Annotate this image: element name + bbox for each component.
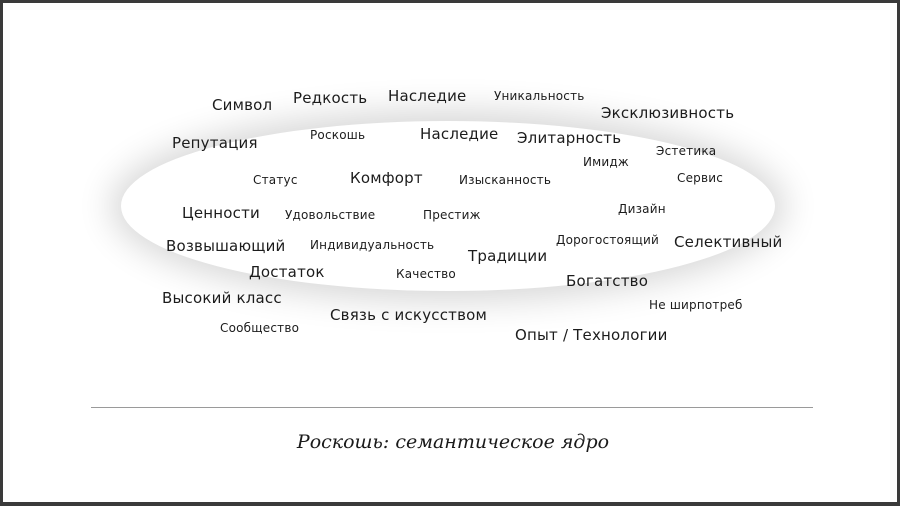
word-cloud-word: Комфорт	[350, 169, 423, 187]
word-cloud-word: Возвышающий	[166, 237, 286, 255]
word-cloud-word: Традиции	[468, 247, 548, 265]
word-cloud	[3, 3, 900, 403]
word-cloud-word: Имидж	[583, 155, 629, 169]
word-cloud-word: Эстетика	[656, 144, 717, 158]
word-cloud-word: Изысканность	[459, 173, 552, 187]
word-cloud-word: Престиж	[423, 208, 481, 222]
word-cloud-word: Уникальность	[494, 89, 585, 103]
word-cloud-word: Редкость	[293, 89, 368, 107]
word-cloud-word: Сервис	[677, 171, 724, 185]
word-cloud-word: Репутация	[172, 134, 258, 152]
word-cloud-word: Удовольствие	[285, 208, 376, 222]
word-cloud-word: Не ширпотреб	[649, 298, 743, 312]
word-cloud-word: Связь с искусством	[330, 306, 488, 324]
word-cloud-word: Дизайн	[618, 202, 666, 216]
word-cloud-word: Ценности	[182, 204, 260, 222]
word-cloud-word: Наследие	[420, 125, 499, 143]
word-cloud-word: Высокий класс	[162, 289, 282, 307]
word-cloud-word: Достаток	[249, 263, 325, 281]
word-cloud-word: Селективный	[674, 233, 783, 251]
word-cloud-word: Символ	[212, 96, 273, 114]
word-cloud-word: Опыт / Технологии	[515, 326, 668, 344]
word-cloud-word: Богатство	[566, 272, 649, 290]
word-cloud-word: Наследие	[388, 87, 467, 105]
divider-line	[91, 407, 813, 408]
slide-caption: Роскошь: семантическое ядро	[296, 431, 610, 453]
word-cloud-word: Элитарность	[517, 129, 622, 147]
word-cloud-word: Дорогостоящий	[556, 233, 659, 247]
word-cloud-word: Роскошь	[310, 128, 366, 142]
word-cloud-word: Индивидуальность	[310, 238, 435, 252]
word-cloud-word: Эксклюзивность	[601, 104, 735, 122]
word-cloud-word: Статус	[253, 173, 298, 187]
word-cloud-word: Качество	[396, 267, 456, 281]
word-cloud-word: Сообщество	[220, 321, 300, 335]
